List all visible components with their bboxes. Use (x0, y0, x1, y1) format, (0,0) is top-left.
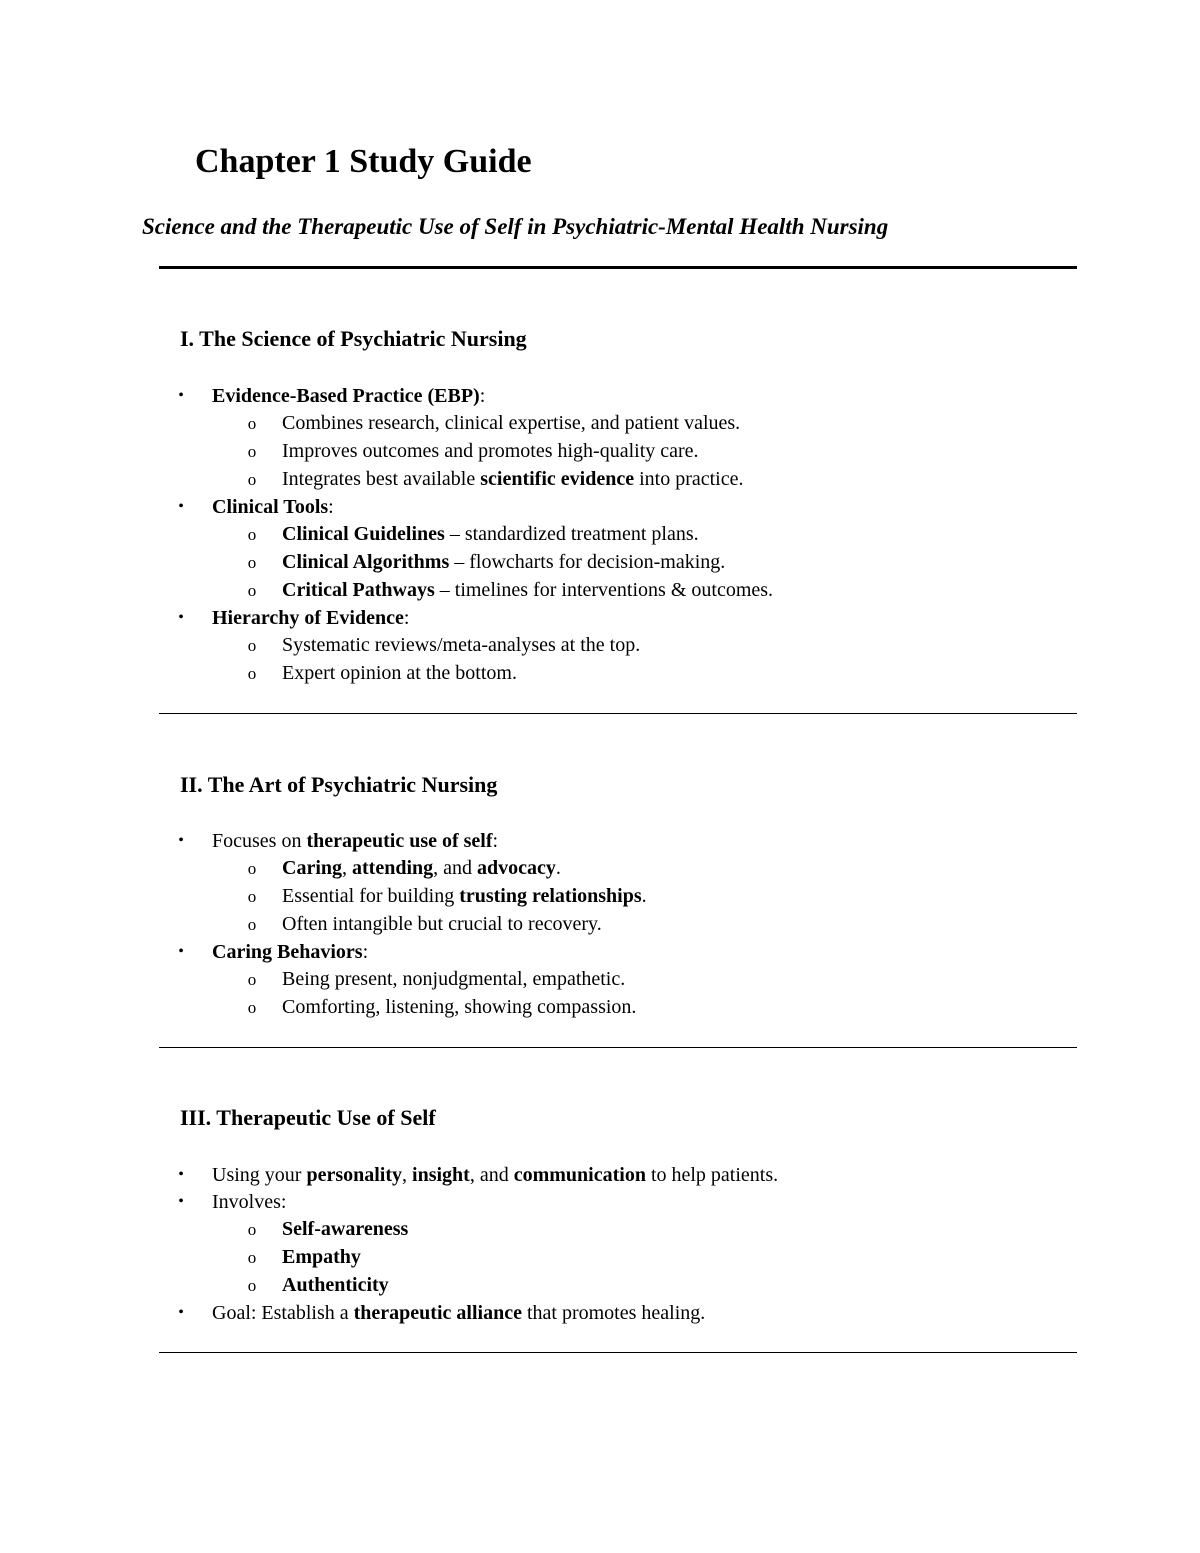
list-item: Focuses on therapeutic use of self: (212, 830, 499, 852)
list-item: Using your personality, insight, and communication to help patients. (212, 1164, 779, 1186)
list-item: Hierarchy of Evidence: (212, 607, 410, 629)
sub-bullet-icon: o (247, 859, 257, 878)
list-item: Comforting, listening, showing compassion. (282, 996, 637, 1018)
bullet-icon: • (178, 1193, 184, 1210)
list-item: Often intangible but crucial to recovery. (282, 913, 602, 935)
sub-bullet-icon: o (247, 1248, 257, 1267)
list-item: Expert opinion at the bottom. (282, 662, 517, 684)
sub-bullet-icon: o (247, 998, 257, 1017)
section-1-heading: I. The Science of Psychiatric Nursing (180, 326, 527, 351)
sub-bullet-icon: o (247, 887, 257, 906)
list-item: Involves: (212, 1191, 287, 1213)
list-item: Systematic reviews/meta-analyses at the top. (282, 634, 641, 656)
page-title: Chapter 1 Study Guide (195, 143, 532, 180)
list-item: Goal: Establish a therapeutic alliance that promotes healing. (212, 1302, 706, 1324)
bullet-icon: • (178, 1166, 184, 1183)
list-item: Critical Pathways – timelines for interventions & outcomes. (282, 579, 774, 601)
sub-bullet-icon: o (247, 442, 257, 461)
list-item: Clinical Tools: (212, 496, 334, 518)
sub-bullet-icon: o (247, 1220, 257, 1239)
sub-bullet-icon: o (247, 414, 257, 433)
sub-bullet-icon: o (247, 970, 257, 989)
list-item: Essential for building trusting relationships. (282, 885, 647, 907)
list-item: Empathy (282, 1246, 361, 1268)
bullet-icon: • (178, 943, 184, 960)
section-3-heading: III. Therapeutic Use of Self (180, 1105, 436, 1130)
bullet-icon: • (178, 832, 184, 849)
sub-bullet-icon: o (247, 636, 257, 655)
section-2-heading: II. The Art of Psychiatric Nursing (180, 772, 498, 797)
list-item: Combines research, clinical expertise, and patient values. (282, 412, 741, 434)
sub-bullet-icon: o (247, 581, 257, 600)
bullet-icon: • (178, 1304, 184, 1321)
list-item: Caring Behaviors: (212, 941, 369, 963)
list-item: Caring, attending, and advocacy. (282, 857, 561, 879)
title-divider (159, 266, 1077, 269)
list-item: Integrates best available scientific evidence into practice. (282, 468, 744, 490)
section-divider (159, 1047, 1077, 1048)
list-item: Evidence-Based Practice (EBP): (212, 385, 486, 407)
sub-bullet-icon: o (247, 664, 257, 683)
sub-bullet-icon: o (247, 915, 257, 934)
list-item: Clinical Algorithms – flowcharts for decision-making. (282, 551, 726, 573)
list-item: Clinical Guidelines – standardized treatment plans. (282, 523, 699, 545)
list-item: Authenticity (282, 1274, 389, 1296)
section-divider (159, 713, 1077, 714)
bullet-icon: • (178, 609, 184, 626)
sub-bullet-icon: o (247, 470, 257, 489)
list-item: Self-awareness (282, 1218, 409, 1240)
page-subtitle: Science and the Therapeutic Use of Self in Psychiatric-Mental Health Nursing (142, 214, 889, 239)
sub-bullet-icon: o (247, 553, 257, 572)
sub-bullet-icon: o (247, 1276, 257, 1295)
section-divider (159, 1352, 1077, 1353)
bullet-icon: • (178, 387, 184, 404)
list-item: Improves outcomes and promotes high-quality care. (282, 440, 699, 462)
list-item: Being present, nonjudgmental, empathetic. (282, 968, 626, 990)
sub-bullet-icon: o (247, 525, 257, 544)
bullet-icon: • (178, 498, 184, 515)
